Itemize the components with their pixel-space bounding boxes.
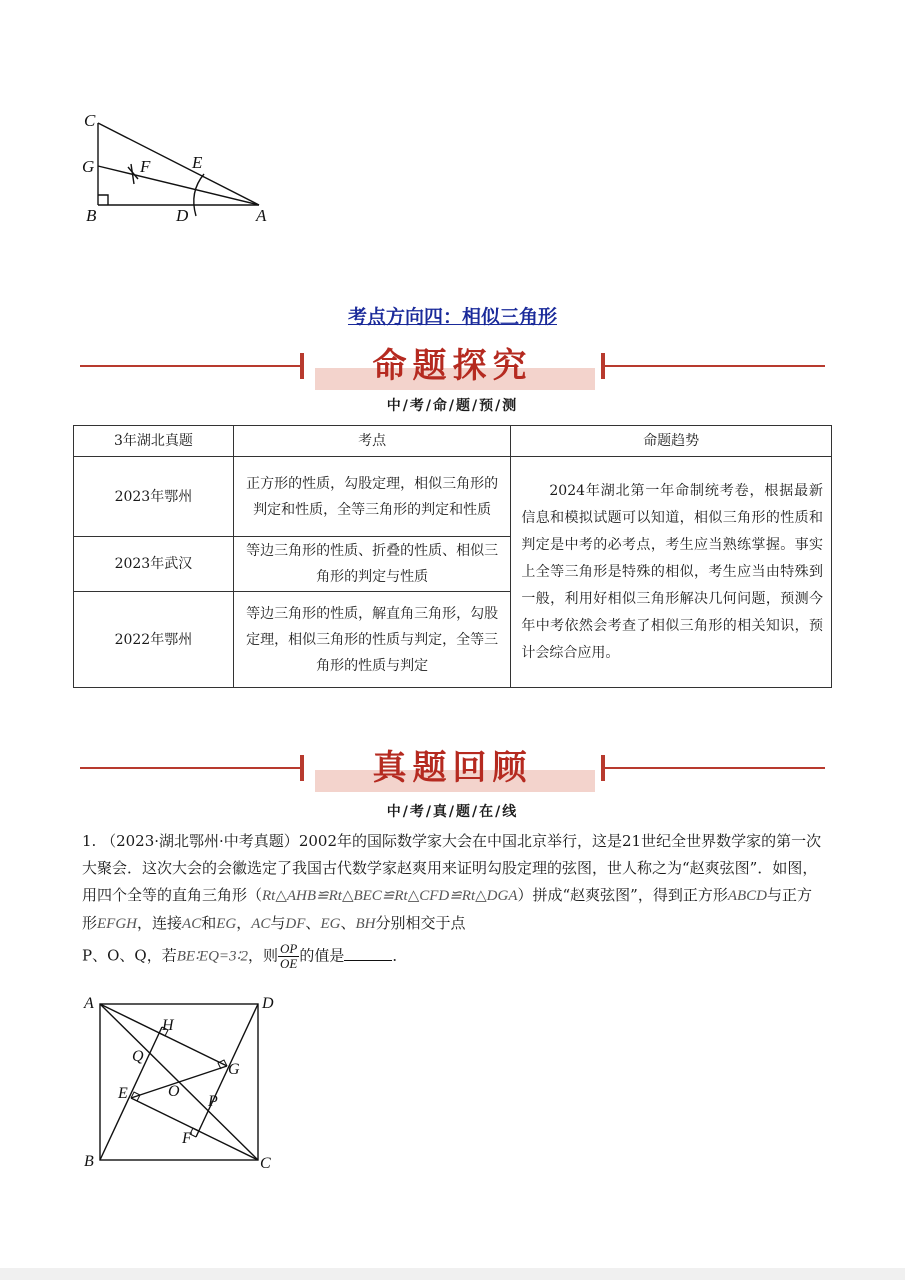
subtitle-forecast: 中/考/命/题/预/测 bbox=[386, 398, 519, 414]
header-points: 考点 bbox=[233, 426, 511, 457]
segment-ca bbox=[98, 123, 259, 205]
segment-eg: EG bbox=[216, 916, 237, 932]
fraction-op-oe bbox=[278, 942, 299, 971]
question-line-last bbox=[82, 942, 827, 971]
triangle-figure bbox=[76, 106, 276, 226]
cell-trend bbox=[511, 457, 832, 688]
question-text: ， bbox=[236, 914, 252, 932]
congruence-expr: Rt△AHB≌Rt△BEC≌Rt△CFD≌Rt△DGA bbox=[262, 888, 518, 904]
question-text: 与正方形 bbox=[82, 886, 813, 932]
question-text: ）拼成“赵爽弦图”，得到正方形 bbox=[517, 886, 728, 904]
table-header-row bbox=[74, 426, 832, 457]
cell-year: 2023年鄂州 bbox=[74, 457, 234, 537]
segment-bh bbox=[100, 1027, 162, 1160]
label-q: Q bbox=[132, 1048, 144, 1065]
arc-de bbox=[194, 174, 204, 216]
banner-title: 命题探究 bbox=[372, 346, 533, 386]
banner-review bbox=[80, 740, 825, 796]
label-e: E bbox=[118, 1085, 128, 1102]
question-text: ． bbox=[392, 946, 408, 965]
question-text: 和 bbox=[201, 914, 217, 932]
question-text: 的值是 bbox=[299, 946, 345, 965]
label-g: G bbox=[82, 157, 95, 176]
question-text: P、O、Q，若 bbox=[82, 946, 177, 965]
header-trend: 命题趋势 bbox=[511, 426, 832, 457]
segment-ac: AC bbox=[182, 916, 202, 932]
zhao-shuang-figure bbox=[76, 988, 286, 1178]
label-d: D bbox=[262, 995, 274, 1012]
cell-points: 等边三角形的性质、折叠的性质、相似三角形的判定与性质 bbox=[233, 537, 511, 592]
question-1 bbox=[82, 828, 827, 971]
label-h: H bbox=[162, 1017, 174, 1034]
label-g: G bbox=[228, 1061, 240, 1078]
segment-df bbox=[196, 1004, 258, 1137]
question-text: 、 bbox=[340, 914, 356, 932]
label-b: B bbox=[84, 1153, 94, 1170]
question-text: 2002年的国际数学家大会在中国北京举行，这是21世纪全世界数学家的第一次大聚会．这次大会的会徽选定了我国古代数学家赵爽用来证明勾股定理的弦图，世人称之为“赵爽弦图”．如图，用四个全等的直角三角形（ bbox=[82, 832, 822, 904]
table-row bbox=[74, 457, 832, 537]
exam-table bbox=[73, 425, 832, 688]
question-source: （2023·湖北鄂州·中考真题） bbox=[101, 832, 299, 850]
label-b: B bbox=[86, 206, 97, 225]
label-o: O bbox=[168, 1083, 180, 1100]
square-abcd: ABCD bbox=[727, 888, 768, 904]
question-text: 、 bbox=[305, 914, 321, 932]
label-c: C bbox=[84, 111, 96, 130]
question-text: ，连接 bbox=[137, 914, 183, 932]
cell-points: 等边三角形的性质，解直角三角形，勾股定理，相似三角形的性质与判定，全等三角形的性质与判定 bbox=[233, 592, 511, 688]
label-f: F bbox=[182, 1130, 192, 1147]
segment-bh: BH bbox=[355, 916, 376, 932]
label-a: A bbox=[84, 995, 94, 1012]
cell-year: 2022年鄂州 bbox=[74, 592, 234, 688]
trend-text: 2024年湖北第一年命制统考卷，根据最新信息和模拟试题可以知道，相似三角形的性质和判定是中考的必考点，考生应当熟练掌握。事实上全等三角形是特殊的相似，考生应当由特殊到一般，利用好相似三角形解决几何问题，预测今年中考依然会考查了相似三角形的相关知识，预计会综合应用。 bbox=[521, 482, 823, 661]
answer-blank[interactable] bbox=[344, 946, 392, 961]
question-number: 1. bbox=[82, 832, 97, 850]
cell-year: 2023年武汉 bbox=[74, 537, 234, 592]
cell-points: 正方形的性质，勾股定理，相似三角形的判定和性质，全等三角形的判定和性质 bbox=[233, 457, 511, 537]
segment-ac: AC bbox=[251, 916, 271, 932]
page-bottom-strip bbox=[0, 1268, 905, 1280]
label-c: C bbox=[260, 1155, 271, 1172]
fraction-denominator: OE bbox=[279, 956, 298, 971]
header-year: 3年湖北真题 bbox=[74, 426, 234, 457]
segment-df: DF bbox=[285, 916, 306, 932]
subtitle-online: 中/考/真/题/在/线 bbox=[386, 804, 519, 820]
label-f: F bbox=[140, 157, 151, 176]
question-text: 分别相交于点 bbox=[375, 914, 466, 932]
square-efgh: EFGH bbox=[97, 916, 138, 932]
banner-proposition bbox=[80, 338, 825, 394]
label-a: A bbox=[256, 206, 267, 225]
fraction-numerator: OP bbox=[279, 941, 298, 956]
banner-title: 真题回顾 bbox=[372, 748, 533, 788]
label-e: E bbox=[192, 153, 203, 172]
segment-ga bbox=[98, 166, 259, 205]
label-d: D bbox=[176, 206, 189, 225]
section-title: 考点方向四：相似三角形 bbox=[347, 306, 557, 328]
ratio-expr: BE∶EQ=3∶2 bbox=[176, 948, 248, 965]
label-p: P bbox=[208, 1093, 218, 1110]
question-text: ，则 bbox=[247, 946, 278, 965]
segment-eg: EG bbox=[320, 916, 341, 932]
question-text: 与 bbox=[270, 914, 286, 932]
right-angle-mark bbox=[98, 195, 108, 205]
